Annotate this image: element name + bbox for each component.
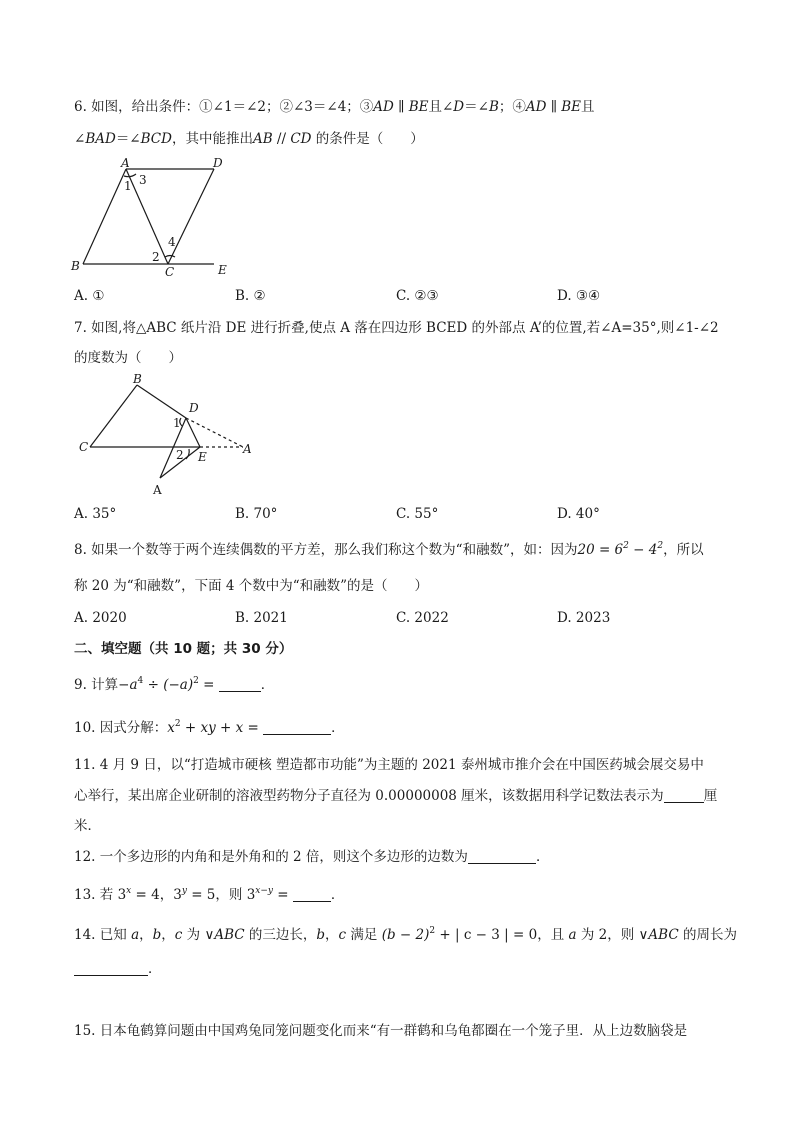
q7-option-b[interactable]: B. 70°: [235, 506, 278, 522]
q8-exp-2: 2: [657, 541, 664, 551]
q6-c3-parallel: ∥: [393, 99, 409, 115]
q14-lead: 14. 已知: [74, 927, 132, 943]
q6-option-a[interactable]: A. ①: [74, 288, 105, 304]
q14-c1: c: [174, 927, 183, 943]
q13-exp-y: y: [181, 886, 187, 896]
q9-divide: ÷: [143, 677, 164, 693]
q7-label-a-prime: A: [153, 483, 162, 497]
q9-answer-blank[interactable]: [219, 677, 261, 692]
q6-label-4: 4: [168, 235, 176, 249]
q6-c4-parallel: ∥: [546, 99, 562, 115]
q6-c3-mark: ③: [359, 99, 374, 115]
q6-c4-be: BE: [561, 99, 582, 115]
q10-line: [74, 719, 345, 737]
q12-text: 12. 一个多边形的内角和是外角和的 2 倍，则这个多边形的边数为: [74, 849, 468, 865]
q14-b2: b: [316, 927, 326, 943]
q11-line2: [74, 787, 717, 805]
q8-formula-a: 20 = 6: [577, 542, 624, 558]
q10-x: x: [167, 720, 175, 736]
q6-which: ，其中能推出: [171, 131, 253, 147]
q6-condition-1: ①∠1＝∠2；: [199, 99, 280, 115]
q10-rest: + xy + x =: [180, 720, 264, 736]
q8-option-a[interactable]: A. 2020: [74, 610, 127, 626]
q14-a2: a: [568, 927, 577, 943]
q6-cd: CD: [290, 131, 312, 147]
q6-option-c[interactable]: C. ②③: [396, 288, 439, 304]
q13-exp-x: x: [126, 886, 132, 896]
q9-period: ．: [260, 677, 275, 693]
q6-label-1: 1: [124, 179, 132, 193]
q6-bad: BAD: [85, 131, 116, 147]
q6-c3-b: B: [488, 99, 499, 115]
q13-base-1: 3: [117, 887, 127, 903]
q8-option-d[interactable]: D. 2023: [557, 610, 611, 626]
q13-eq-1: = 4，: [131, 887, 174, 903]
q7-segment-bc: [90, 385, 137, 447]
q9-term-2: (−a): [163, 677, 194, 693]
q6-ab: AB: [252, 131, 273, 147]
q7-line2: 的度数为（ ）: [74, 350, 182, 366]
q6-c3-and: 且∠: [428, 99, 454, 115]
q13-period: ．: [330, 887, 345, 903]
q7-option-a[interactable]: A. 35°: [74, 506, 117, 522]
q10-answer-blank[interactable]: [263, 720, 331, 735]
q6-c4-and: 且: [581, 99, 595, 115]
q6-label-3: 3: [139, 173, 147, 187]
q7-label-2: 2: [176, 448, 184, 462]
q7-line1: 7. 如图,将△ABC 纸片沿 DE 进行折叠,使点 A 落在四边形 BCED 的外部点 A’的位置,若∠A=35°,则∠1-∠2: [74, 320, 719, 336]
q6-label-a: A: [121, 156, 130, 170]
q10-exp: 2: [174, 719, 181, 729]
q6-label-2: 2: [152, 250, 160, 264]
q13-answer-blank[interactable]: [293, 887, 331, 902]
q14-sides: 的三边长，: [244, 927, 317, 943]
q14-abs: + | c − 3 | = 0，且: [435, 927, 569, 943]
q14-sep3: ，: [325, 927, 339, 943]
q7-label-c: C: [79, 440, 89, 454]
q6-label-b: B: [71, 259, 80, 273]
q7-segment-bd: [137, 385, 186, 418]
q6-bcd: BCD: [140, 131, 172, 147]
q14-exp: 2: [429, 926, 436, 936]
q9-exp-2: 2: [193, 676, 199, 686]
q7-label-1: 1: [173, 416, 181, 430]
q12-line: [74, 848, 549, 866]
q6-label-e: E: [218, 263, 227, 277]
q14-satisfy: 满足: [346, 927, 382, 943]
q13-exp-xy: x−y: [255, 886, 273, 896]
q11-line1: 11. 4 月 9 日，以“打造城市硬核 塑造都市功能”为主题的 2021 泰州城市推介会在中国医药城会展交易中: [74, 757, 704, 773]
q8-text-b: ，所以: [663, 542, 704, 558]
q6-label-d: D: [213, 156, 223, 170]
q6-condition-2: ②∠3＝∠4；: [279, 99, 360, 115]
q14-is2: 为 2，则: [576, 927, 639, 943]
q14-triangle-1: ∨ABC: [204, 927, 245, 943]
q6-angle-sign: ∠: [74, 131, 86, 147]
q11-text: 心举行，某出席企业研制的溶液型药物分子直径为 0.00000008 厘米，该数据用科学记数法表示为: [74, 788, 664, 804]
q6-label-c: C: [165, 265, 175, 279]
q12-answer-blank[interactable]: [468, 849, 536, 864]
q6-question-tail: 的条件是（ ）: [311, 131, 424, 147]
q6-option-b[interactable]: B. ②: [235, 288, 266, 304]
q14-perimeter: 的周长为: [678, 927, 737, 943]
q14-is: 为: [182, 927, 205, 943]
q12-period: ．: [535, 849, 550, 865]
q8-formula: [577, 542, 663, 558]
section-heading: 二、填空题（共 10 题；共 30 分）: [74, 641, 293, 657]
q6-parallel: //: [272, 131, 291, 147]
q13-line: [74, 886, 344, 904]
q8-option-c[interactable]: C. 2022: [396, 610, 449, 626]
q8-exp-1: 2: [623, 541, 629, 551]
q14-b1: b: [152, 927, 162, 943]
q10-period: ．: [331, 720, 345, 736]
q8-line2: 称 20 为“和融数”，下面 4 个数中为“和融数”的是（ ）: [74, 578, 429, 594]
q9-equals: =: [198, 677, 219, 693]
q9-lead: 9. 计算: [74, 677, 119, 693]
q6-option-d[interactable]: D. ③④: [557, 288, 601, 304]
q6-c3-be: BE: [408, 99, 429, 115]
q6-c4-mark: ；④: [498, 99, 526, 115]
q13-eq-2: = 5，则: [186, 887, 247, 903]
q9-exp-1: 4: [137, 676, 144, 686]
q6-c3-d: D: [453, 99, 465, 115]
q14-sep2: ，: [161, 927, 175, 943]
q10-lead: 10. 因式分解：: [74, 720, 168, 736]
q9-line: [74, 676, 274, 694]
q8-option-b[interactable]: B. 2021: [235, 610, 288, 626]
q11-line3: 米．: [74, 818, 101, 834]
q6-lead: 6. 如图，给出条件：: [74, 99, 200, 115]
q7-option-d[interactable]: D. 40°: [557, 506, 600, 522]
q7-option-c[interactable]: C. 55°: [396, 506, 439, 522]
q14-triangle-2: ∨ABC: [638, 927, 679, 943]
q14-c2: c: [338, 927, 347, 943]
q6-c3-eq: ＝∠: [464, 99, 489, 115]
q13-equals: =: [272, 887, 293, 903]
q14-a1: a: [131, 927, 140, 943]
q14-answer-blank[interactable]: [74, 961, 148, 976]
q14-line2: [74, 960, 162, 978]
q7-label-e: E: [198, 450, 207, 464]
q7-label-b: B: [133, 372, 142, 386]
q14-line1: [74, 926, 737, 944]
q14-expr: (b − 2): [381, 927, 430, 943]
q13-base-3: 3: [246, 887, 256, 903]
q14-sep1: ，: [139, 927, 153, 943]
q8-line1: [74, 541, 704, 559]
q7-segment-de: [186, 418, 200, 447]
q13-base-2: 3: [173, 887, 182, 903]
q6-c3-ad: AD: [373, 99, 394, 115]
q11-answer-blank[interactable]: [664, 788, 704, 803]
q11-unit-a: 厘: [703, 788, 718, 804]
q6-c4-ad: AD: [525, 99, 547, 115]
q7-label-d: D: [189, 401, 199, 415]
q8-formula-b: − 4: [628, 542, 658, 558]
q6-eq-angle: ＝∠: [115, 131, 141, 147]
q14-period: ．: [148, 961, 162, 977]
q7-label-a: A: [243, 442, 252, 456]
q8-text-a: 8. 如果一个数等于两个连续偶数的平方差，那么我们称这个数为“和融数”，如：因为: [74, 542, 578, 558]
q15-line1: 15. 日本龟鹤算问题由中国鸡兔同笼问题变化而来“有一群鹤和乌龟都圈在一个笼子里．从上边数脑袋是: [74, 1023, 688, 1039]
q13-lead: 13. 若: [74, 887, 118, 903]
q7-dashed-da: [186, 418, 243, 447]
q9-term-1: −a: [118, 677, 138, 693]
